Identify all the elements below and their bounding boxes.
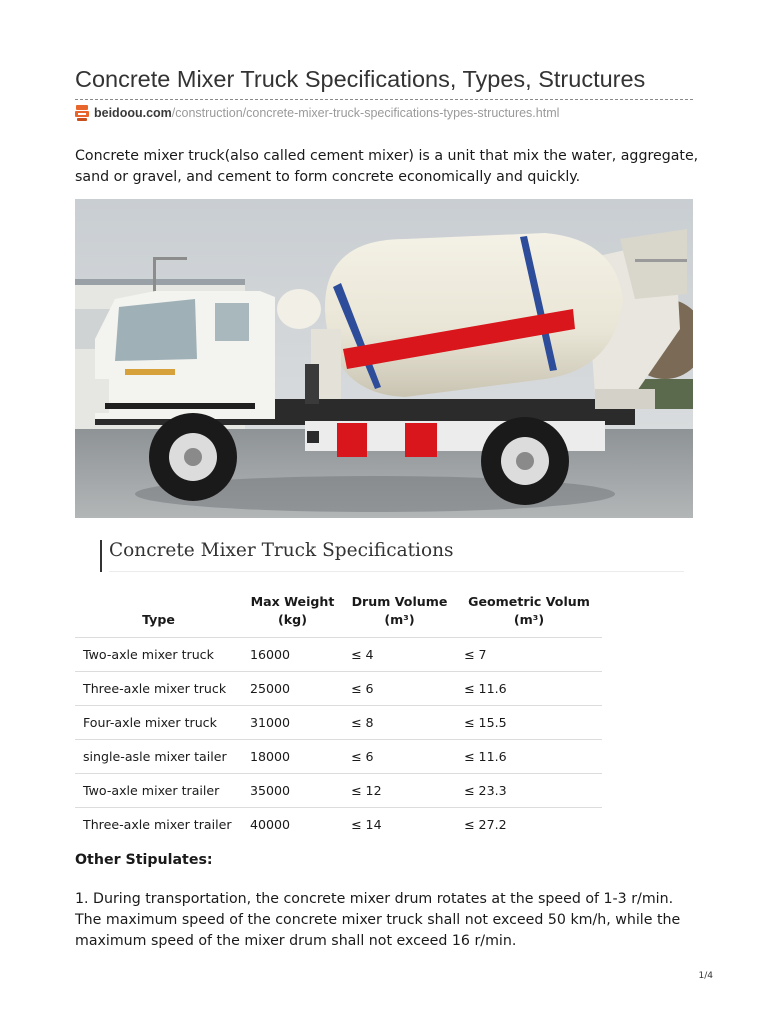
cell-drum: ≤ 4 — [343, 638, 456, 672]
source-domain-link[interactable]: beidoou.com — [94, 106, 172, 120]
header-drum-volume — [343, 589, 456, 638]
cell-type: Three-axle mixer truck — [75, 672, 242, 706]
page-title: Concrete Mixer Truck Specifications, Types, Structures — [75, 66, 646, 92]
header-type-label: Type — [142, 612, 175, 627]
header-max-weight — [242, 589, 343, 638]
section-divider — [109, 571, 684, 572]
cell-geo: ≤ 27.2 — [464, 817, 507, 832]
mixer-truck-photo — [75, 199, 693, 518]
site-logo-icon — [75, 105, 89, 121]
header-geometric-volume — [456, 589, 602, 638]
cell-drum: ≤ 6 — [343, 672, 456, 706]
header-geometric-volume-unit: (m³) — [513, 612, 545, 627]
cell-geo: ≤ 23.3 — [456, 774, 602, 808]
source-line — [75, 104, 559, 122]
section-heading: Concrete Mixer Truck Specifications — [109, 540, 454, 561]
header-max-weight-unit: (kg) — [278, 612, 307, 627]
header-geometric-volume-label: Geometric Volum — [468, 594, 590, 609]
cell-geo: ≤ 15.5 — [456, 706, 602, 740]
cell-geo: ≤ 7 — [456, 638, 602, 672]
cell-type: Two-axle mixer truck — [75, 638, 242, 672]
header-max-weight-label: Max Weight — [250, 594, 335, 609]
table-row — [75, 672, 602, 706]
header-type — [75, 589, 242, 638]
title-divider — [75, 99, 693, 100]
cell-type: Three-axle mixer trailer — [83, 817, 232, 832]
header-drum-volume-unit: (m³) — [384, 612, 415, 627]
section-accent-bar — [100, 540, 102, 572]
cell-weight: 35000 — [242, 774, 343, 808]
stipulate-paragraph-1: 1. During transportation, the concrete mixer drum rotates at the speed of 1-3 r/min. The maximum speed of the concrete mixer truck shall not exceed 50 km/h, while the maximum speed of the mixer drum shall not exceed 16 r/min. — [75, 891, 681, 949]
cell-weight: 18000 — [242, 740, 343, 774]
table-header-row — [75, 589, 602, 638]
intro-paragraph: Concrete mixer truck(also called cement mixer) is a unit that mix the water, aggregate, sand or gravel, and cement to form concrete economically and quickly. — [75, 148, 699, 185]
cell-weight: 40000 — [250, 817, 291, 832]
table-row — [75, 774, 602, 808]
cell-type: Two-axle mixer trailer — [75, 774, 242, 808]
cell-drum: ≤ 12 — [343, 774, 456, 808]
cell-drum: ≤ 8 — [343, 706, 456, 740]
cell-type: single-asle mixer tailer — [75, 740, 242, 774]
cell-drum: ≤ 14 — [351, 817, 382, 832]
cell-geo: ≤ 11.6 — [456, 672, 602, 706]
cell-weight: 31000 — [242, 706, 343, 740]
table-row — [75, 808, 602, 842]
cell-type: Four-axle mixer truck — [75, 706, 242, 740]
source-path-link[interactable]: /construction/concrete-mixer-truck-specifications-types-structures.html — [171, 106, 560, 120]
specifications-table — [75, 589, 602, 841]
other-stipulates-heading: Other Stipulates: — [75, 852, 213, 868]
cell-geo: ≤ 11.6 — [456, 740, 602, 774]
cell-drum: ≤ 6 — [343, 740, 456, 774]
table-row — [75, 638, 602, 672]
cell-weight: 25000 — [242, 672, 343, 706]
header-drum-volume-label: Drum Volume — [351, 594, 448, 609]
cell-weight: 16000 — [242, 638, 343, 672]
table-row — [75, 706, 602, 740]
page-number: 1/4 — [698, 971, 713, 981]
table-row — [75, 740, 602, 774]
